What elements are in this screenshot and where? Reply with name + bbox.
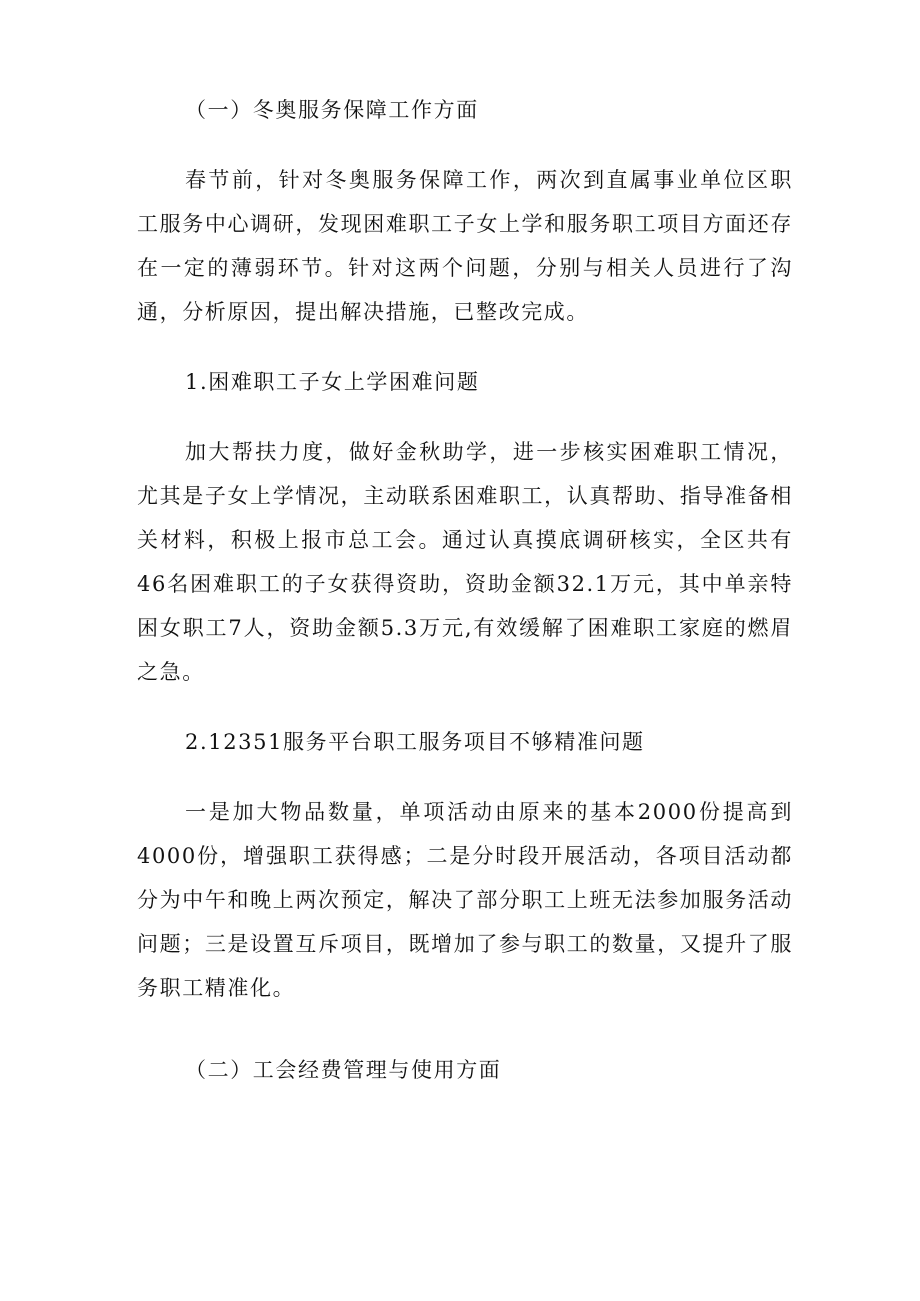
item-1-heading: 1.困难职工子女上学困难问题 — [185, 370, 480, 394]
item-2-paragraph: 一是加大物品数量，单项活动由原来的基本2000份提高到4000份，增强职工获得感；二是分时段开展活动，各项目活动都分为中午和晚上两次预定，解决了部分职工上班无法参加服务活动问题；三是设置互斥项目，既增加了参与职工的数量，又提升了服务职工精准化。 — [137, 800, 793, 1000]
section-2-heading: （二）工会经费管理与使用方面 — [185, 1058, 502, 1082]
document-body — [137, 88, 793, 1092]
item-2-heading: 2.12351服务平台职工服务项目不够精准问题 — [185, 730, 645, 754]
item-1-paragraph: 加大帮扶力度，做好金秋助学，进一步核实困难职工情况，尤其是子女上学情况，主动联系困难职工，认真帮助、指导准备相关材料，积极上报市总工会。通过认真摸底调研核实，全区共有46名困难职工的子女获得资助，资助金额32.1万元，其中单亲特困女职工7人，资助金额5.3万元,有效缓解了困难职工家庭的燃眉之急。 — [137, 440, 793, 684]
section-1-paragraph: 春节前，针对冬奥服务保障工作，两次到直属事业单位区职工服务中心调研，发现困难职工子女上学和服务职工项目方面还存在一定的薄弱环节。针对这两个问题，分别与相关人员进行了沟通，分析原因，提出解决措施，已整改完成。 — [137, 168, 793, 324]
section-1-heading: （一）冬奥服务保障工作方面 — [185, 98, 479, 122]
